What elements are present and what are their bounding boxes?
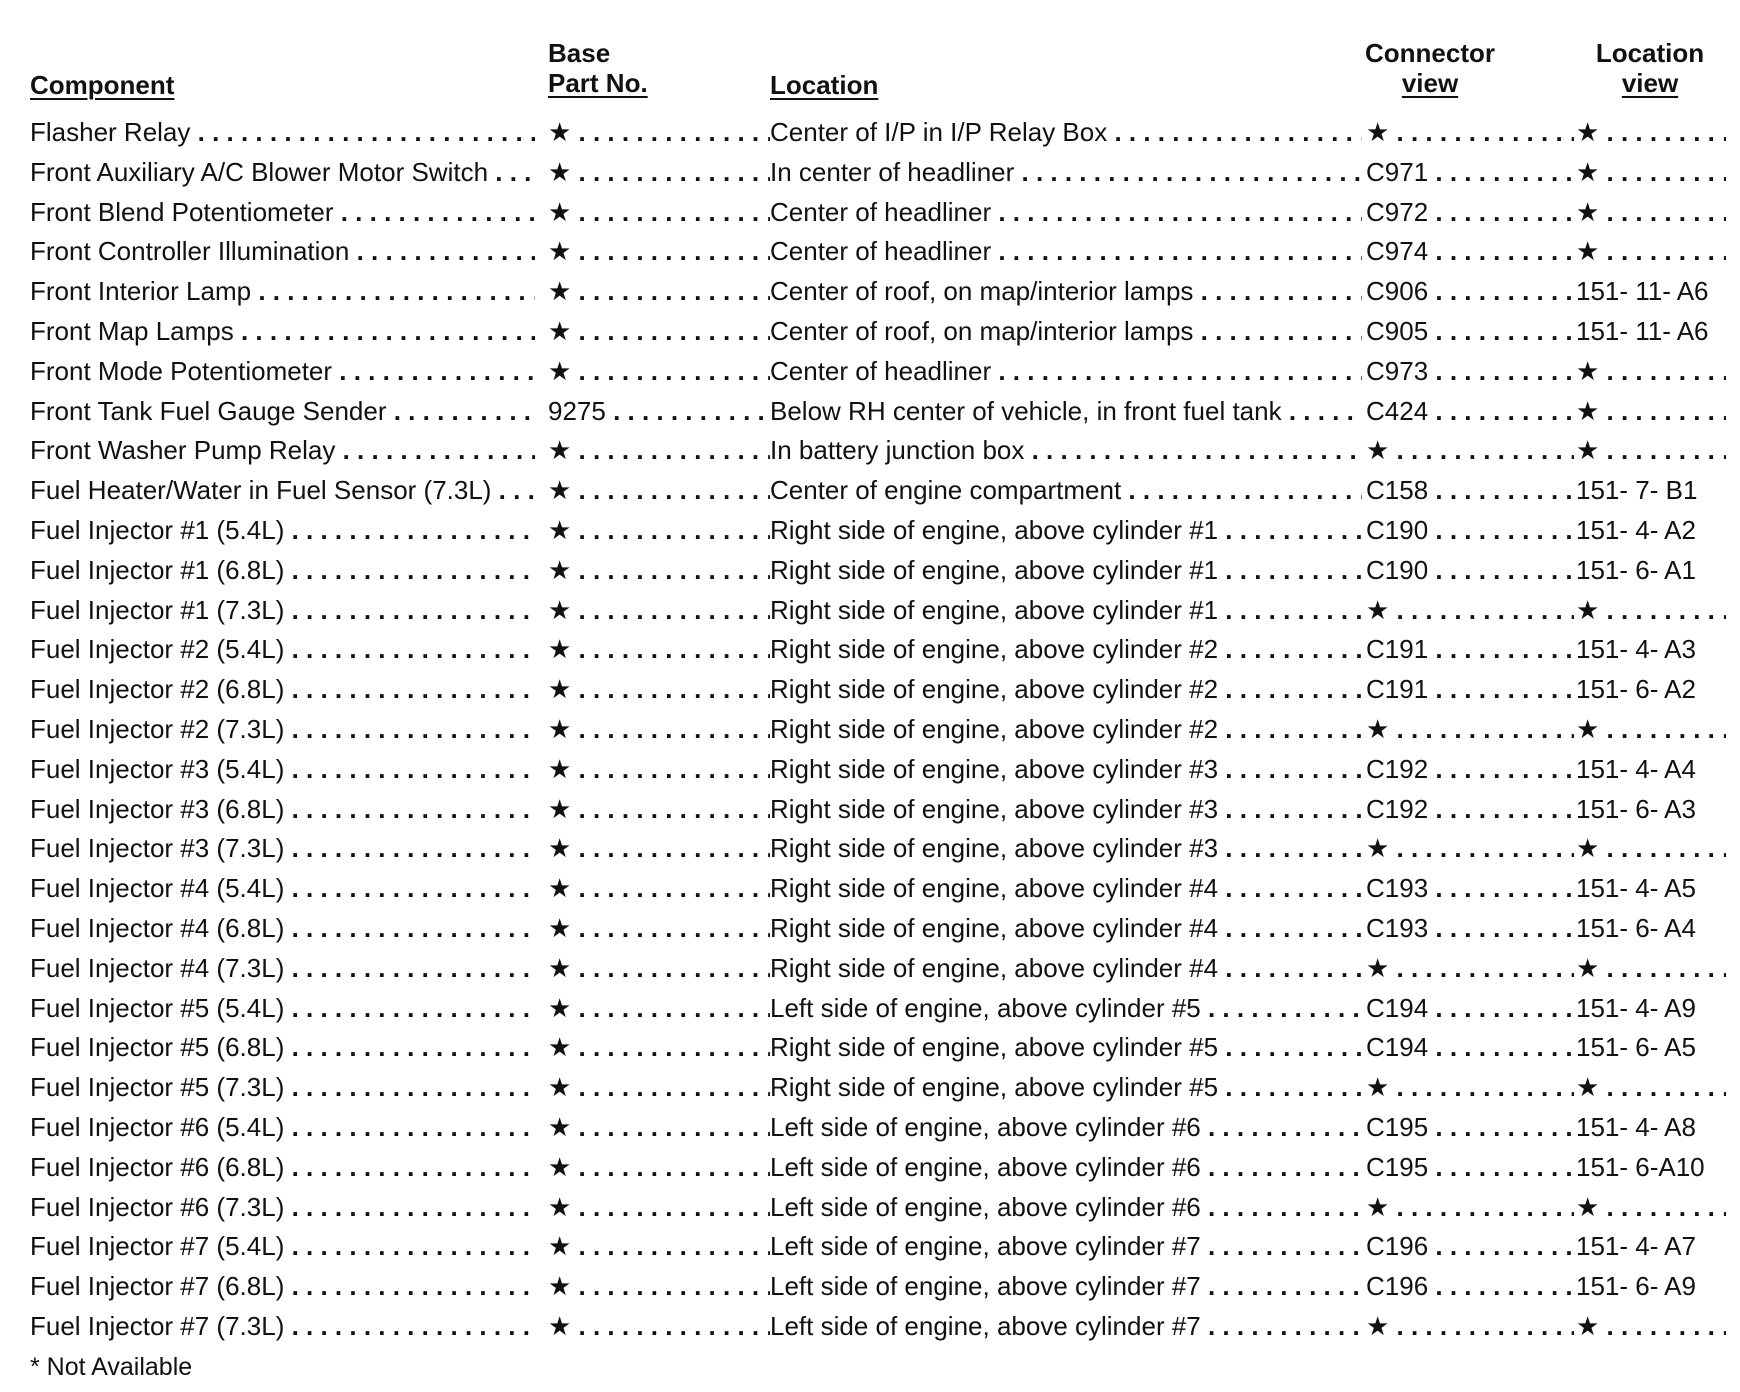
table-row <box>0 312 1740 351</box>
table-row <box>0 591 1740 630</box>
cell-part-no: ★ . . . <box>548 989 770 1028</box>
cell-location: In battery junction box . . . <box>770 431 1362 470</box>
cell-location-view: ★ . . . <box>1576 591 1726 630</box>
cell-location: In center of headliner . . . <box>770 153 1362 192</box>
cell-location-view: ★ . . . <box>1576 949 1726 988</box>
cell-component: Front Controller Illumination . . . <box>30 232 535 271</box>
cell-location-view: 151- 6-A10 <box>1576 1151 1705 1182</box>
cell-component: Fuel Injector #6 (5.4L) . . . <box>30 1108 535 1147</box>
cell-component: Fuel Injector #7 (6.8L) . . . <box>30 1267 535 1306</box>
cell-part-no: ★ . . . <box>548 1307 770 1346</box>
cell-connector-view: C192 . . . <box>1366 790 1574 829</box>
cell-part-no: ★ . . . <box>548 1188 770 1227</box>
header-base-top: Base <box>548 38 611 68</box>
cell-location: Right side of engine, above cylinder #3 . . . <box>770 750 1362 789</box>
table-row <box>0 790 1740 829</box>
cell-component: Fuel Injector #7 (5.4L) . . . <box>30 1227 535 1266</box>
cell-location-view: 151- 11- A6 <box>1576 316 1709 346</box>
cell-part-no: ★ . . . <box>548 551 770 590</box>
cell-component: Fuel Injector #3 (7.3L) . . . <box>30 829 535 868</box>
table-row <box>0 272 1740 311</box>
cell-component: Fuel Injector #6 (6.8L) . . . <box>30 1148 535 1187</box>
cell-location: Right side of engine, above cylinder #3 . . . <box>770 790 1362 829</box>
cell-location: Left side of engine, above cylinder #7 . . . <box>770 1307 1362 1346</box>
cell-component: Fuel Injector #2 (6.8L) . . . <box>30 670 535 709</box>
cell-location: Right side of engine, above cylinder #1 . . . <box>770 551 1362 590</box>
cell-connector-view: ★ . . . <box>1366 113 1574 152</box>
cell-part-no: ★ . . . <box>548 710 770 749</box>
cell-location: Left side of engine, above cylinder #6 . . . <box>770 1148 1362 1187</box>
cell-location: Center of headliner . . . <box>770 232 1362 271</box>
table-row <box>0 1108 1740 1147</box>
cell-part-no: ★ . . . <box>548 1267 770 1306</box>
cell-connector-view: C158 . . . <box>1366 471 1574 510</box>
cell-component: Fuel Injector #4 (5.4L) . . . <box>30 869 535 908</box>
cell-component: Front Map Lamps . . . <box>30 312 535 351</box>
cell-component: Fuel Injector #5 (5.4L) . . . <box>30 989 535 1028</box>
cell-component: Front Mode Potentiometer . . . <box>30 352 535 391</box>
cell-component: Fuel Injector #4 (7.3L) . . . <box>30 949 535 988</box>
table-row <box>0 352 1740 391</box>
cell-part-no: ★ . . . <box>548 829 770 868</box>
cell-location: Below RH center of vehicle, in front fuel tank . . . <box>770 392 1362 431</box>
cell-location: Left side of engine, above cylinder #5 . . . <box>770 989 1362 1028</box>
cell-component: Fuel Heater/Water in Fuel Sensor (7.3L) . . . <box>30 471 535 510</box>
cell-location-view: 151- 4- A2 <box>1576 515 1696 545</box>
cell-part-no: ★ . . . <box>548 909 770 948</box>
cell-part-no: ★ . . . <box>548 869 770 908</box>
cell-component: Front Interior Lamp . . . <box>30 272 535 311</box>
header-connector-view <box>1355 38 1505 98</box>
table-row <box>0 750 1740 789</box>
cell-part-no: ★ . . . <box>548 670 770 709</box>
cell-connector-view: C191 . . . <box>1366 670 1574 709</box>
cell-connector-view: C194 . . . <box>1366 989 1574 1028</box>
cell-location: Right side of engine, above cylinder #2 . . . <box>770 670 1362 709</box>
cell-location: Center of headliner . . . <box>770 193 1362 232</box>
cell-location-view: 151- 11- A6 <box>1576 276 1709 307</box>
cell-location-view: 151- 4- A5 <box>1576 873 1696 904</box>
table-row <box>0 1068 1740 1107</box>
cell-component: Fuel Injector #1 (5.4L) . . . <box>30 511 535 550</box>
cell-location-view: 151- 6- A4 <box>1576 913 1696 943</box>
cell-location-view: ★ . . . <box>1576 352 1726 391</box>
cell-location: Left side of engine, above cylinder #6 . . . <box>770 1108 1362 1147</box>
cell-location: Right side of engine, above cylinder #1 . . . <box>770 511 1362 550</box>
cell-connector-view: C190 . . . <box>1366 551 1574 590</box>
header-connector-top: Connector <box>1365 38 1495 68</box>
cell-location-view: 151- 4- A3 <box>1576 634 1696 665</box>
cell-location: Right side of engine, above cylinder #2 . . . <box>770 630 1362 669</box>
cell-part-no: ★ . . . <box>548 471 770 510</box>
cell-location-view: ★ . . . <box>1576 232 1726 271</box>
cell-connector-view: C192 . . . <box>1366 750 1574 789</box>
cell-location: Right side of engine, above cylinder #2 . . . <box>770 710 1362 749</box>
cell-component: Front Washer Pump Relay . . . <box>30 431 535 470</box>
table-row <box>0 153 1740 192</box>
cell-location: Right side of engine, above cylinder #1 . . . <box>770 591 1362 630</box>
table-row <box>0 1307 1740 1346</box>
header-location-label: Location <box>770 70 879 100</box>
cell-location-view: ★ . . . <box>1576 153 1726 192</box>
cell-connector-view: ★ . . . <box>1366 829 1574 868</box>
cell-location: Center of engine compartment . . . <box>770 471 1362 510</box>
cell-connector-view: C424 . . . <box>1366 392 1574 431</box>
cell-location-view: ★ . . . <box>1576 829 1726 868</box>
cell-location: Right side of engine, above cylinder #4 . . . <box>770 909 1362 948</box>
header-locview-top: Location <box>1595 38 1705 68</box>
cell-component: Fuel Injector #4 (6.8L) . . . <box>30 909 535 948</box>
cell-location-view: 151- 7- B1 <box>1576 475 1698 506</box>
header-connector-bottom: view <box>1401 68 1459 98</box>
cell-location: Center of roof, on map/interior lamps . . . <box>770 312 1362 351</box>
cell-component: Fuel Injector #1 (6.8L) . . . <box>30 551 535 590</box>
cell-connector-view: C196 . . . <box>1366 1227 1574 1266</box>
table-row <box>0 909 1740 948</box>
table-row <box>0 1227 1740 1266</box>
table-row <box>0 551 1740 590</box>
table-row <box>0 1267 1740 1306</box>
cell-location: Left side of engine, above cylinder #7 . . . <box>770 1227 1362 1266</box>
cell-component: Fuel Injector #7 (7.3L) . . . <box>30 1307 535 1346</box>
cell-connector-view: ★ . . . <box>1366 710 1574 749</box>
cell-connector-view: C195 . . . <box>1366 1148 1574 1187</box>
header-location <box>770 70 878 100</box>
cell-connector-view: C971 . . . <box>1366 153 1574 192</box>
table-row <box>0 1028 1740 1067</box>
cell-connector-view: C190 . . . <box>1366 511 1574 550</box>
cell-component: Front Blend Potentiometer . . . <box>30 193 535 232</box>
cell-connector-view: C906 . . . <box>1366 272 1574 311</box>
cell-part-no: 9275 . . . <box>548 392 770 431</box>
table-row <box>0 630 1740 669</box>
cell-part-no: ★ . . . <box>548 949 770 988</box>
cell-location: Left side of engine, above cylinder #6 . . . <box>770 1188 1362 1227</box>
cell-location-view: 151- 4- A9 <box>1576 992 1696 1023</box>
cell-part-no: ★ . . . <box>548 630 770 669</box>
cell-location-view: ★ . . . <box>1576 113 1726 152</box>
table-row <box>0 989 1740 1028</box>
cell-location-view: ★ . . . <box>1576 1307 1726 1346</box>
cell-location-view: 151- 6- A5 <box>1576 1032 1696 1063</box>
cell-component: Fuel Injector #6 (7.3L) . . . <box>30 1188 535 1227</box>
cell-location: Right side of engine, above cylinder #5 . . . <box>770 1068 1362 1107</box>
cell-part-no: ★ . . . <box>548 591 770 630</box>
cell-part-no: ★ . . . <box>548 750 770 789</box>
cell-part-no: ★ . . . <box>548 113 770 152</box>
cell-component: Fuel Injector #5 (7.3L) . . . <box>30 1068 535 1107</box>
cell-location-view: 151- 4- A4 <box>1576 753 1696 784</box>
cell-part-no: ★ . . . <box>548 193 770 232</box>
cell-location-view: ★ . . . <box>1576 193 1726 232</box>
table-row <box>0 1148 1740 1187</box>
cell-part-no: ★ . . . <box>548 511 770 550</box>
header-base-part <box>548 38 648 98</box>
cell-component: Front Tank Fuel Gauge Sender . . . <box>30 392 535 431</box>
cell-location-view: 151- 6- A9 <box>1576 1271 1696 1302</box>
cell-part-no: ★ . . . <box>548 1028 770 1067</box>
cell-component: Fuel Injector #5 (6.8L) . . . <box>30 1028 535 1067</box>
cell-part-no: ★ . . . <box>548 312 770 351</box>
cell-connector-view: ★ . . . <box>1366 1068 1574 1107</box>
header-locview-bottom: view <box>1621 68 1679 98</box>
cell-component: Flasher Relay . . . <box>30 113 535 152</box>
cell-connector-view: ★ . . . <box>1366 591 1574 630</box>
cell-part-no: ★ . . . <box>548 153 770 192</box>
cell-location-view: 151- 6- A2 <box>1576 674 1696 705</box>
cell-component: Fuel Injector #2 (5.4L) . . . <box>30 630 535 669</box>
cell-location: Center of roof, on map/interior lamps . . . <box>770 272 1362 311</box>
table-row <box>0 829 1740 868</box>
cell-location: Right side of engine, above cylinder #4 . . . <box>770 869 1362 908</box>
table-row <box>0 113 1740 152</box>
cell-component: Fuel Injector #2 (7.3L) . . . <box>30 710 535 749</box>
table-row <box>0 710 1740 749</box>
cell-location-view: ★ . . . <box>1576 431 1726 470</box>
footnote: * Not Available <box>30 1353 193 1381</box>
cell-location-view: ★ . . . <box>1576 710 1726 749</box>
header-location-view <box>1580 38 1720 98</box>
cell-connector-view: C972 . . . <box>1366 193 1574 232</box>
table-row <box>0 670 1740 709</box>
cell-location-view: 151- 6- A3 <box>1576 793 1696 824</box>
cell-connector-view: ★ . . . <box>1366 1307 1574 1346</box>
cell-part-no: ★ . . . <box>548 790 770 829</box>
cell-connector-view: C191 . . . <box>1366 630 1574 669</box>
cell-location: Center of headliner . . . <box>770 352 1362 391</box>
cell-part-no: ★ . . . <box>548 352 770 391</box>
cell-location: Left side of engine, above cylinder #7 . . . <box>770 1267 1362 1306</box>
cell-part-no: ★ . . . <box>548 431 770 470</box>
cell-location-view: 151- 6- A1 <box>1576 554 1696 585</box>
table-row <box>0 869 1740 908</box>
cell-location-view: 151- 4- A8 <box>1576 1112 1696 1142</box>
header-component-label: Component <box>30 70 175 100</box>
cell-component: Fuel Injector #3 (6.8L) . . . <box>30 790 535 829</box>
cell-connector-view: ★ . . . <box>1366 1188 1574 1227</box>
table-row <box>0 392 1740 431</box>
cell-location: Right side of engine, above cylinder #5 . . . <box>770 1028 1362 1067</box>
cell-part-no: ★ . . . <box>548 1227 770 1266</box>
cell-part-no: ★ . . . <box>548 1108 770 1147</box>
cell-connector-view: ★ . . . <box>1366 431 1574 470</box>
cell-part-no: ★ . . . <box>548 232 770 271</box>
table-row <box>0 193 1740 232</box>
cell-connector-view: C196 . . . <box>1366 1267 1574 1306</box>
table-row <box>0 949 1740 988</box>
cell-component: Fuel Injector #1 (7.3L) . . . <box>30 591 535 630</box>
cell-connector-view: C193 . . . <box>1366 909 1574 948</box>
header-base-bottom: Part No. <box>548 68 648 98</box>
table-row <box>0 232 1740 271</box>
cell-connector-view: C195 . . . <box>1366 1108 1574 1147</box>
cell-location-view: ★ . . . <box>1576 1188 1726 1227</box>
cell-part-no: ★ . . . <box>548 1148 770 1187</box>
cell-location: Right side of engine, above cylinder #3 . . . <box>770 829 1362 868</box>
table-row <box>0 511 1740 550</box>
cell-connector-view: C193 . . . <box>1366 869 1574 908</box>
cell-location: Center of I/P in I/P Relay Box . . . <box>770 113 1362 152</box>
cell-connector-view: C194 . . . <box>1366 1028 1574 1067</box>
cell-location-view: ★ . . . <box>1576 392 1726 431</box>
cell-part-no: ★ . . . <box>548 272 770 311</box>
cell-component: Front Auxiliary A/C Blower Motor Switch . . . <box>30 153 535 192</box>
cell-connector-view: C905 . . . <box>1366 312 1574 351</box>
table-row <box>0 431 1740 470</box>
cell-connector-view: ★ . . . <box>1366 949 1574 988</box>
table-row <box>0 1188 1740 1227</box>
cell-connector-view: C973 . . . <box>1366 352 1574 391</box>
cell-location-view: ★ . . . <box>1576 1068 1726 1107</box>
cell-connector-view: C974 . . . <box>1366 232 1574 271</box>
cell-location: Right side of engine, above cylinder #4 . . . <box>770 949 1362 988</box>
table-row <box>0 471 1740 510</box>
cell-component: Fuel Injector #3 (5.4L) . . . <box>30 750 535 789</box>
cell-location-view: 151- 4- A7 <box>1576 1231 1696 1262</box>
cell-part-no: ★ . . . <box>548 1068 770 1107</box>
header-component <box>30 70 174 100</box>
